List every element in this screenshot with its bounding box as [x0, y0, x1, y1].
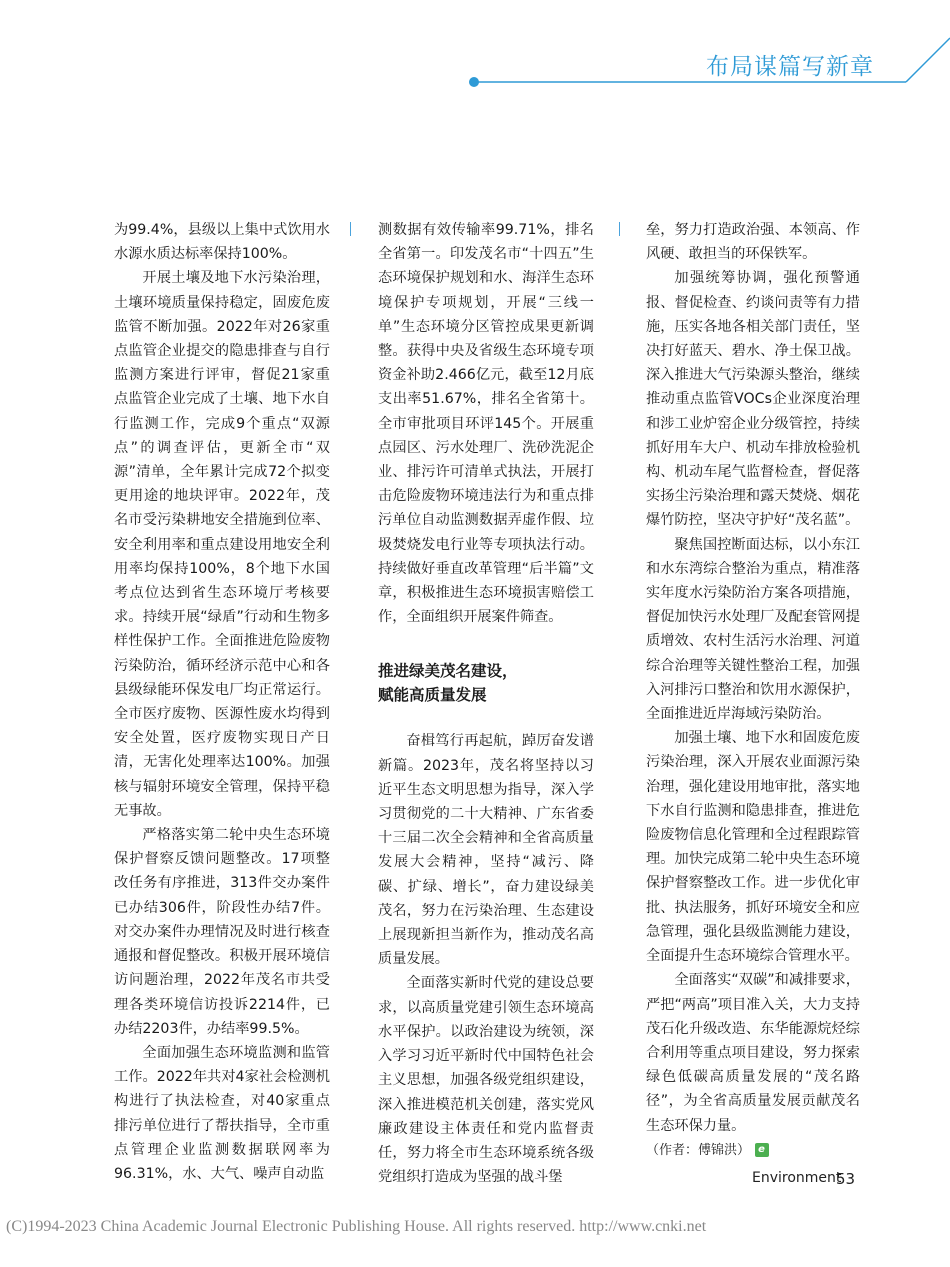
column-3	[646, 218, 860, 1163]
paragraph: 奋楫笃行再起航，踔厉奋发谱新篇。2023年，茂名将坚持以习近平生态文明思想为指导，深入学习贯彻党的二十大精神、广东省委十三届二次全会精神和全省高质量发展大会精神，坚持“减污、降碳、扩绿、增长”，奋力建设绿美茂名，努力在污染治理、生态建设上展现新担当新作为，推动茂名高质量发展。	[378, 733, 594, 968]
column-divider-right	[619, 222, 620, 236]
paragraph: 开展土壤及地下水污染治理，土壤环境质量保持稳定，固废危废监管不断加强。2022年对26家重点监管企业提交的隐患排查与自行监测方案进行评审，督促21家重点监管企业完成了土壤、地下水自行监测工作，完成9个重点“双源点”的调查评估，更新全市“双源”清单，全年累计完成72个拟变更用途的地块评审。2022年，茂名市受污染耕地安全措施到位率、安全利用率和重点建设用地安全利用率均保持100%，8个地下水国考点位达到省生态环境厅考核要求。持续开展“绿盾”行动和生物多样性保护工作。全面推进危险废物污染防治，循环经济示范中心和各县级绿能环保发电厂均正常运行。全市医疗废物、医源性废水均得到安全处置，医疗废物实现日产日清，无害化处理率达100%。加强核与辐射环境安全管理，保持平稳无事故。	[114, 270, 330, 819]
paragraph: 测数据有效传输率99.71%，排名全省第一。印发茂名市“十四五”生态环境保护规划和水、海洋生态环境保护专项规划，开展“三线一单”生态环境分区管控成果更新调整。获得中央及省级生态环境专项资金补助2.466亿元，截至12月底支出率51.67%，排名全省第十。全市审批项目环评145个。开展重点园区、污水处理厂、洗砂洗泥企业、排污许可清单式执法，开展打击危险废物环境违法行为和重点排污单位自动监测数据弄虚作假、垃圾焚烧发电行业等专项执法行动。持续做好垂直改革管理“后半篇”文章，积极推进生态环境损害赔偿工作，全面组织开展案件筛查。	[378, 222, 594, 626]
author: （作者：傅锦洪）	[646, 1142, 751, 1158]
page-number: 53	[836, 1170, 856, 1188]
copyright-notice: (C)1994-2023 China Academic Journal Electronic Publishing House. All rights reserved. http://www.cnki.net	[6, 1218, 707, 1235]
paragraph: 全面落实“双碳”和减排要求，严把“两高”项目准入关，大力支持茂石化升级改造、东华能源烷烃综合利用等重点项目建设，努力探索绿色低碳高质量发展的“茂名路径”，为全省高质量发展贡献茂名生态环保力量。	[646, 972, 860, 1134]
paragraph: 为99.4%，县级以上集中式饮用水水源水质达标率保持100%。	[114, 222, 330, 263]
section-heading-line1: 推进绿美茂名建设，	[378, 662, 518, 681]
section-heading-line2: 赋能高质量发展	[378, 686, 487, 705]
column-divider-left	[350, 222, 351, 236]
paragraph: 全面落实新时代党的建设总要求，以高质量党建引领生态环境高水平保护。以政治建设为统领，深入学习习近平新时代中国特色社会主义思想，加强各级党组织建设，深入推进模范机关创建，落实党风廉政建设主体责任和党内监督责任，努力将全市生态环境系统各级党组织打造成为坚强的战斗堡	[378, 975, 594, 1186]
paragraph: 垒，努力打造政治强、本领高、作风硬、敢担当的环保铁军。	[646, 222, 860, 263]
paragraph: 全面加强生态环境监测和监管工作。2022年共对4家社会检测机构进行了执法检查，对40家重点排污单位进行了帮扶指导，全市重点管理企业监测数据联网率为96.31%，水、大气、噪声自动监	[114, 1044, 330, 1182]
end-mark-icon: e	[755, 1143, 769, 1157]
paragraph: 严格落实第二轮中央生态环境保护督察反馈问题整改。17项整改任务有序推进，313件交办案件已办结306件，阶段性办结7件。对交办案件办理情况及时进行核查通报和督促整改。积极开展环境信访问题治理，2022年茂名市共受理各类环境信访投诉2214件，已办结2203件，办结率99.5%。	[114, 827, 330, 1037]
column-2	[378, 218, 594, 1189]
column-1	[114, 218, 330, 1186]
paragraph: 加强土壤、地下水和固废危废污染治理，深入开展农业面源污染治理，强化建设用地审批，落实地下水自行监测和隐患排查，推进危险废物信息化管理和全过程跟踪管理。加快完成第二轮中央生态环境保护督察整改工作。进一步优化审批、执法服务，抓好环境安全和应急管理，强化县级监测能力建设，全面提升生态环境综合管理水平。	[646, 730, 860, 965]
paragraph: 加强统筹协调，强化预警通报、督促检查、约谈问责等有力措施，压实各地各相关部门责任，坚决打好蓝天、碧水、净土保卫战。深入推进大气污染源头整治，继续推动重点监管VOCs企业深度治理和涉工业炉窑企业分级管控，持续抓好用车大户、机动车排放检验机构、机动车尾气监督检查，督促落实扬尘污染治理和露天焚烧、烟花爆竹防控，坚决守护好“茂名蓝”。	[646, 270, 860, 529]
section-heading	[378, 659, 594, 707]
paragraph: 聚焦国控断面达标，以小东江和水东湾综合整治为重点，精准落实年度水污染防治方案各项措施，督促加快污水处理厂及配套管网提质增效、农村生活污水治理、河道综合治理等关键性整治工程，加强入河排污口整治和饮用水源保护，全面推进近岸海域污染防治。	[646, 536, 860, 723]
author-line	[646, 1138, 860, 1163]
magazine-name: Environment	[752, 1170, 842, 1186]
section-title: 布局谋篇写新章	[706, 54, 874, 80]
header-slash	[906, 38, 950, 82]
